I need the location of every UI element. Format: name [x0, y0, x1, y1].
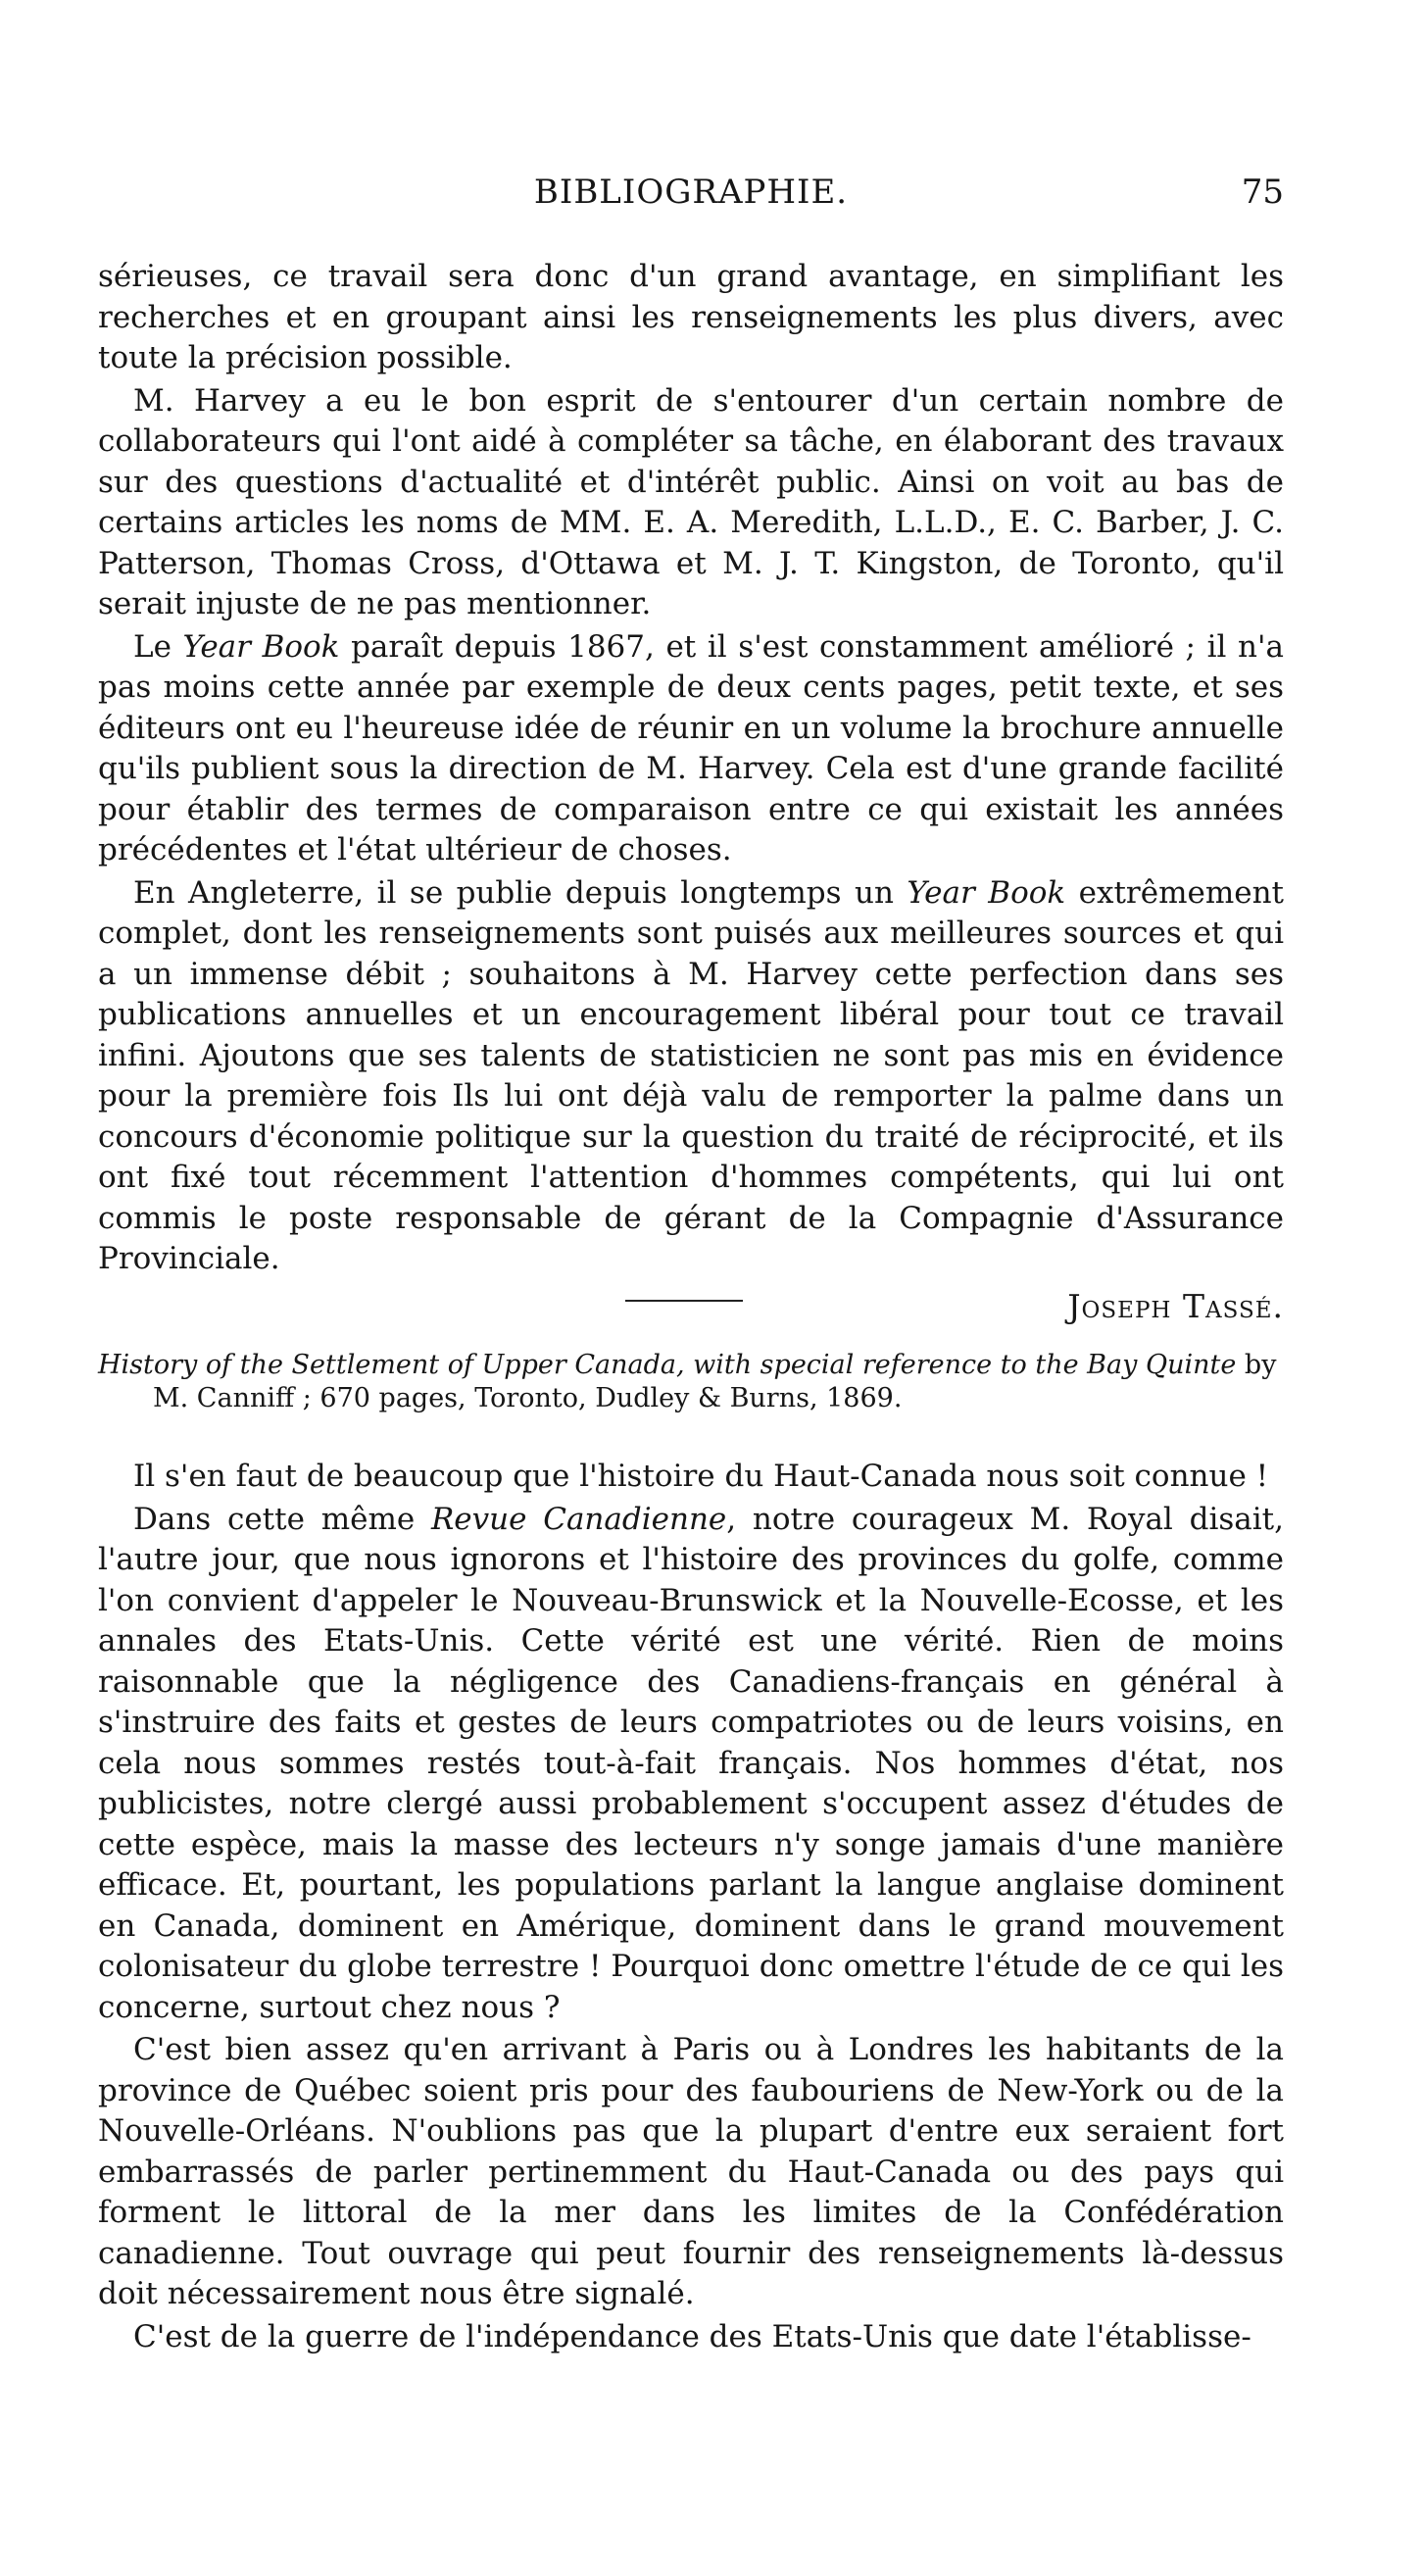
journal-title: Revue Canadienne — [430, 1501, 727, 1537]
page-number: 75 — [1241, 173, 1284, 212]
citation-imprint: M. Canniff ; 670 pages, Toronto, Dudley & Burns, 1869. — [153, 1383, 903, 1413]
book-title: Year Book — [182, 628, 340, 665]
review-yearbook — [98, 257, 1284, 1326]
paragraph — [98, 873, 1284, 1280]
author-signature: Joseph Tassé. — [1067, 1286, 1284, 1325]
running-head: BIBLIOGRAPHIE. — [533, 173, 849, 212]
text-run: Dans cette même — [133, 1501, 431, 1537]
paragraph: C'est de la guerre de l'indépendance des Etats-Unis que date l'établisse- — [133, 2318, 1251, 2354]
paragraph — [98, 1500, 1284, 2029]
review-upper-canada — [98, 1457, 1284, 2359]
section-divider — [625, 1300, 743, 1302]
page-header — [98, 173, 1284, 222]
text-run: En Angleterre, il se publie depuis longtemps un — [133, 874, 908, 911]
paragraph: M. Harvey a eu le bon esprit de s'entourer d'un certain nombre de collaborateurs qui l'ont aidé à compléter sa tâche, en élaborant des travaux sur des questions d'actualité et d'intérêt public. Ainsi on voit au bas de certains articles les noms de MM. E. A. Meredith, L.L.D., E. C. Barber, J. C. Patterson, Thomas Cross, d'Ottawa et M. J. T. Kingston, de Toronto, qu'il serait injuste de ne pas mentionner. — [98, 382, 1284, 621]
citation-title: History of the Settlement of Upper Canada, with special reference to the Bay Quinte — [98, 1350, 1237, 1380]
paragraph: C'est bien assez qu'en arrivant à Paris ou à Londres les habitants de la province de Québec soient pris pour des faubouriens de New-York ou de la Nouvelle-Orléans. N'oublions pas que la plupart d'entre eux seraient fort embarrassés de parler pertinemment du Haut-Canada ou des pays qui forment le littoral de la mer dans les limites de la Confédération canadienne. Tout ouvrage qui peut fournir des renseignements là-dessus doit nécessairement nous être signalé. — [98, 2032, 1284, 2311]
text-run: , notre courageux M. Royal disait, l'autre jour, que nous ignorons et l'histoire des provinces du golfe, comme l'on convient d'appeler le Nouveau-Brunswick et la Nouvelle-Ecosse, et les annales des Etats-Unis. Cette vérité est une vérité. Rien de moins raisonnable que la négligence des Canadiens-français en général à s'instruire des faits et gestes de leurs compatriotes ou de leurs voisins, en cela nous sommes restés tout-à-fait français. Nos hommes d'état, nos publicistes, notre clergé aussi probablement s'occupent assez d'études de cette espèce, mais la masse des lecteurs n'y songe jamais d'une manière efficace. Et, pourtant, les populations parlant la langue anglaise dominent en Canada, dominent en Amérique, dominent dans le grand mouvement colonisateur du globe terrestre ! Pourquoi donc omettre l'étude de ce qui les concerne, surtout chez nous ? — [98, 1501, 1284, 2025]
citation-by: by — [1236, 1350, 1277, 1380]
text-run: Le — [133, 628, 183, 665]
text-run: extrêmement complet, dont les renseignements sont puisés aux meilleures sources et qui a un immense débit ; souhaitons à M. Harvey cette perfection dans ses publications annuelles et un encouragement libéral pour tout ce travail infini. Ajoutons que ses talents de statisticien ne sont pas mis en évidence pour la première fois Ils lui ont déjà valu de remporter la palme dans un concours d'économie politique sur la question du traité de réciprocité, et ils ont fixé tout récemment l'attention d'hommes compétents, qui lui ont commis le poste responsable de gérant de la Compagnie d'Assurance Provinciale. — [98, 874, 1285, 1276]
paragraph: sérieuses, ce travail sera donc d'un grand avantage, en simplifiant les recherches et en groupant ainsi les renseignements les plus divers, avec toute la précision possible. — [98, 259, 1284, 375]
text-run: paraît depuis 1867, et il s'est constamment amélioré ; il n'a pas moins cette année par exemple de deux cents pages, petit texte, et ses éditeurs ont eu l'heureuse idée de réunir en un volume la brochure annuelle qu'ils publient sous la direction de M. Harvey. Cela est d'une grande facilité pour établir des termes de comparaison entre ce qui existait les années précédentes et l'état ultérieur de choses. — [98, 628, 1284, 867]
paragraph: Il s'en faut de beaucoup que l'histoire du Haut-Canada nous soit connue ! — [133, 1459, 1269, 1494]
paragraph — [98, 627, 1284, 871]
book-citation — [98, 1349, 1284, 1415]
book-title: Year Book — [907, 874, 1066, 911]
